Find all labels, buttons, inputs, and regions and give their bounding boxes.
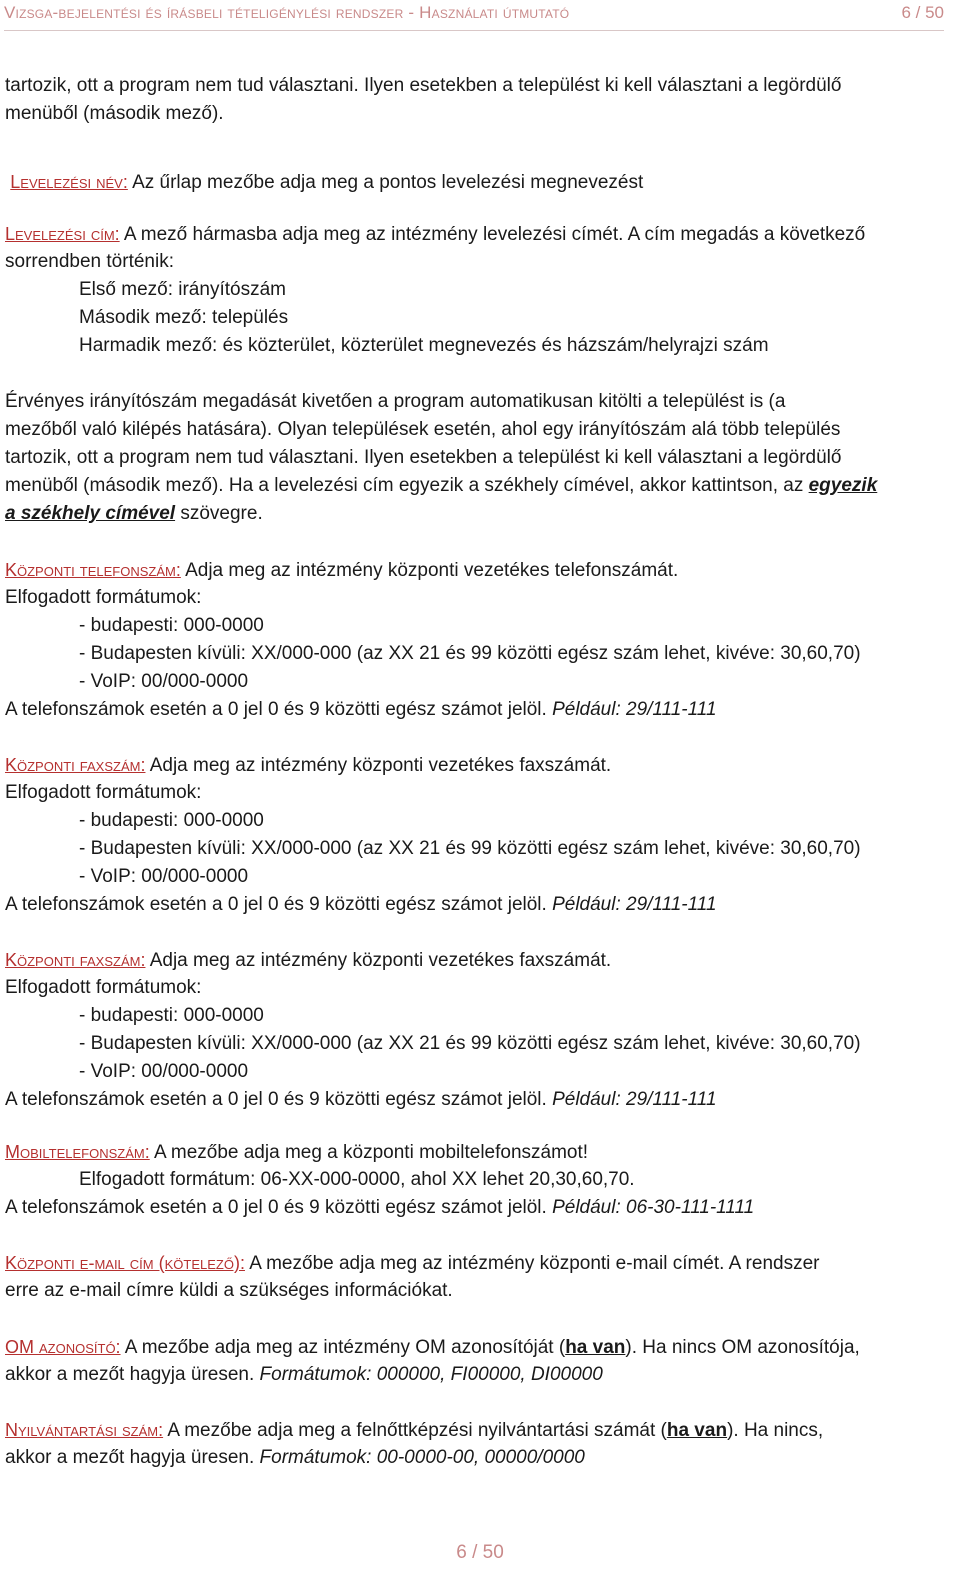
formats-heading: Elfogadott formátumok: (5, 977, 202, 998)
om-azonosito-label: OM azonosító: (5, 1337, 121, 1357)
indented-line: Második mező: település (79, 307, 289, 328)
paragraph-line: tartozik, ott a program nem tud választani. Ilyen esetekben a települést ki kell választani a legördülő (5, 447, 842, 468)
faxszam-label: Központi faxszám: (5, 755, 146, 775)
example-text: Például: 29/111-111 (552, 894, 717, 915)
ha-van-emphasis: ha van (565, 1337, 626, 1358)
note-line (5, 1088, 717, 1112)
levelezesi-nev-label: Levelezési név: (10, 172, 128, 192)
om-azonosito-text-end: ). Ha nincs OM azonosítója, (625, 1337, 860, 1358)
om-azonosito-text: A mezőbe adja meg az intézmény OM azonosítóját ( (120, 1337, 566, 1358)
indented-line: Első mező: irányítószám (79, 279, 286, 300)
paragraph-line: sorrendben történik: (5, 251, 174, 272)
paragraph-line (5, 1446, 585, 1470)
note-text: A telefonszámok esetén a 0 jel 0 és 9 közötti egész számot jelöl. (5, 1089, 553, 1110)
paragraph-line (5, 474, 877, 498)
levelezesi-nev-text: Az űrlap mezőbe adja meg a pontos levelezési megnevezést (127, 172, 644, 193)
note-text: A telefonszámok esetén a 0 jel 0 és 9 közötti egész számot jelöl. (5, 699, 553, 720)
format-item: - VoIP: 00/000-0000 (79, 671, 249, 692)
telefonszam-text: Adja meg az intézmény központi vezetékes telefonszámát. (180, 560, 679, 581)
paragraph-line: Érvényes irányítószám megadását kivetően a program automatikusan kitölti a települést is (a (5, 391, 786, 412)
mobiltelefonszam-text: A mezőbe adja meg a központi mobiltelefonszámot! (149, 1142, 589, 1163)
nyilvantartasi-szam-text: A mezőbe adja meg a felnőttképzési nyilvántartási számát ( (163, 1420, 667, 1441)
levelezesi-cim-label: Levelezési cím: (5, 224, 120, 244)
telefonszam-line (5, 558, 678, 583)
formats-text: Formátumok: 000000, FI00000, DI00000 (259, 1364, 603, 1385)
format-item: - Budapesten kívüli: XX/000-000 (az XX 21 és 99 közötti egész szám lehet, kivéve: 30,60,70) (79, 838, 861, 859)
email-label: Központi e-mail cím (kötelező): (5, 1253, 245, 1273)
format-item: - VoIP: 00/000-0000 (79, 866, 249, 887)
indented-line: Harmadik mező: és közterület, közterület megnevezés és házszám/helyrajzi szám (79, 335, 769, 356)
paragraph-text: menüből (második mező). Ha a levelezési cím egyezik a székhely címével, akkor kattintson, az (5, 475, 809, 496)
om-azonosito-line (5, 1335, 860, 1360)
formats-heading: Elfogadott formátumok: (5, 587, 202, 608)
mobiltelefonszam-label: Mobiltelefonszám: (5, 1142, 150, 1162)
nyilvantartasi-szam-label: Nyilvántartási szám: (5, 1420, 164, 1440)
example-text: Például: 29/111-111 (552, 699, 717, 720)
format-item: - Budapesten kívüli: XX/000-000 (az XX 21 és 99 közötti egész szám lehet, kivéve: 30,60,70) (79, 1033, 861, 1054)
paragraph-line: mezőből való kilépés hatására). Olyan települések esetén, ahol egy irányítószám alá több település (5, 419, 841, 440)
format-item: - Budapesten kívüli: XX/000-000 (az XX 21 és 99 közötti egész szám lehet, kivéve: 30,60,70) (79, 643, 861, 664)
mobil-format: Elfogadott formátum: 06-XX-000-0000, ahol XX lehet 20,30,60,70. (79, 1169, 635, 1190)
faxszam-line (5, 948, 611, 973)
formats-text: Formátumok: 00-0000-00, 00000/0000 (259, 1447, 585, 1468)
nyilvantartasi-szam-line (5, 1418, 823, 1443)
page-header (4, 0, 944, 31)
telefonszam-label: Központi telefonszám: (5, 560, 181, 580)
footer-page-number: 6 / 50 (456, 1542, 504, 1563)
note-line (5, 1196, 754, 1220)
szekhely-cimevel-link[interactable]: a székhely címével (5, 503, 176, 524)
ha-van-emphasis: ha van (666, 1420, 728, 1441)
header-page-number: 6 / 50 (901, 3, 944, 22)
email-text: A mezőbe adja meg az intézmény központi e-mail címét. A rendszer (244, 1253, 820, 1274)
note-line (5, 698, 717, 722)
mobiltelefonszam-line (5, 1140, 588, 1165)
example-text: Például: 06-30-111-1111 (552, 1197, 755, 1218)
paragraph-text: akkor a mezőt hagyja üresen. (5, 1447, 260, 1468)
paragraph-line: erre az e-mail címre küldi a szükséges információkat. (5, 1280, 453, 1301)
note-line (5, 893, 717, 917)
faxszam-text: Adja meg az intézmény központi vezetékes faxszámát. (145, 950, 612, 971)
header-title: Vizsga-bejelentési és írásbeli tételigénylési rendszer - Használati útmutató (4, 3, 570, 22)
faxszam-label: Központi faxszám: (5, 950, 146, 970)
formats-heading: Elfogadott formátumok: (5, 782, 202, 803)
note-text: A telefonszámok esetén a 0 jel 0 és 9 közötti egész számot jelöl. (5, 894, 553, 915)
egyezik-link[interactable]: egyezik (808, 475, 878, 496)
nyilvantartasi-szam-text-end: ). Ha nincs, (727, 1420, 824, 1441)
levelezesi-nev-line (5, 170, 643, 195)
paragraph-line (5, 502, 263, 526)
paragraph-text: szövegre. (175, 503, 263, 524)
paragraph-line: tartozik, ott a program nem tud választani. Ilyen esetekben a települést ki kell választani a legördülő (5, 75, 842, 96)
format-item: - budapesti: 000-0000 (79, 1005, 264, 1026)
example-text: Például: 29/111-111 (552, 1089, 717, 1110)
levelezesi-cim-line (5, 222, 865, 247)
format-item: - VoIP: 00/000-0000 (79, 1061, 249, 1082)
paragraph-line: menüből (második mező). (5, 103, 224, 124)
format-item: - budapesti: 000-0000 (79, 810, 264, 831)
note-text: A telefonszámok esetén a 0 jel 0 és 9 közötti egész számot jelöl. (5, 1197, 553, 1218)
format-item: - budapesti: 000-0000 (79, 615, 264, 636)
paragraph-text: akkor a mezőt hagyja üresen. (5, 1364, 260, 1385)
faxszam-text: Adja meg az intézmény központi vezetékes faxszámát. (145, 755, 612, 776)
email-line (5, 1251, 819, 1276)
paragraph-line (5, 1363, 603, 1387)
levelezesi-cim-text: A mező hármasba adja meg az intézmény levelezési címét. A cím megadás a következő (119, 224, 866, 245)
faxszam-line (5, 753, 611, 778)
